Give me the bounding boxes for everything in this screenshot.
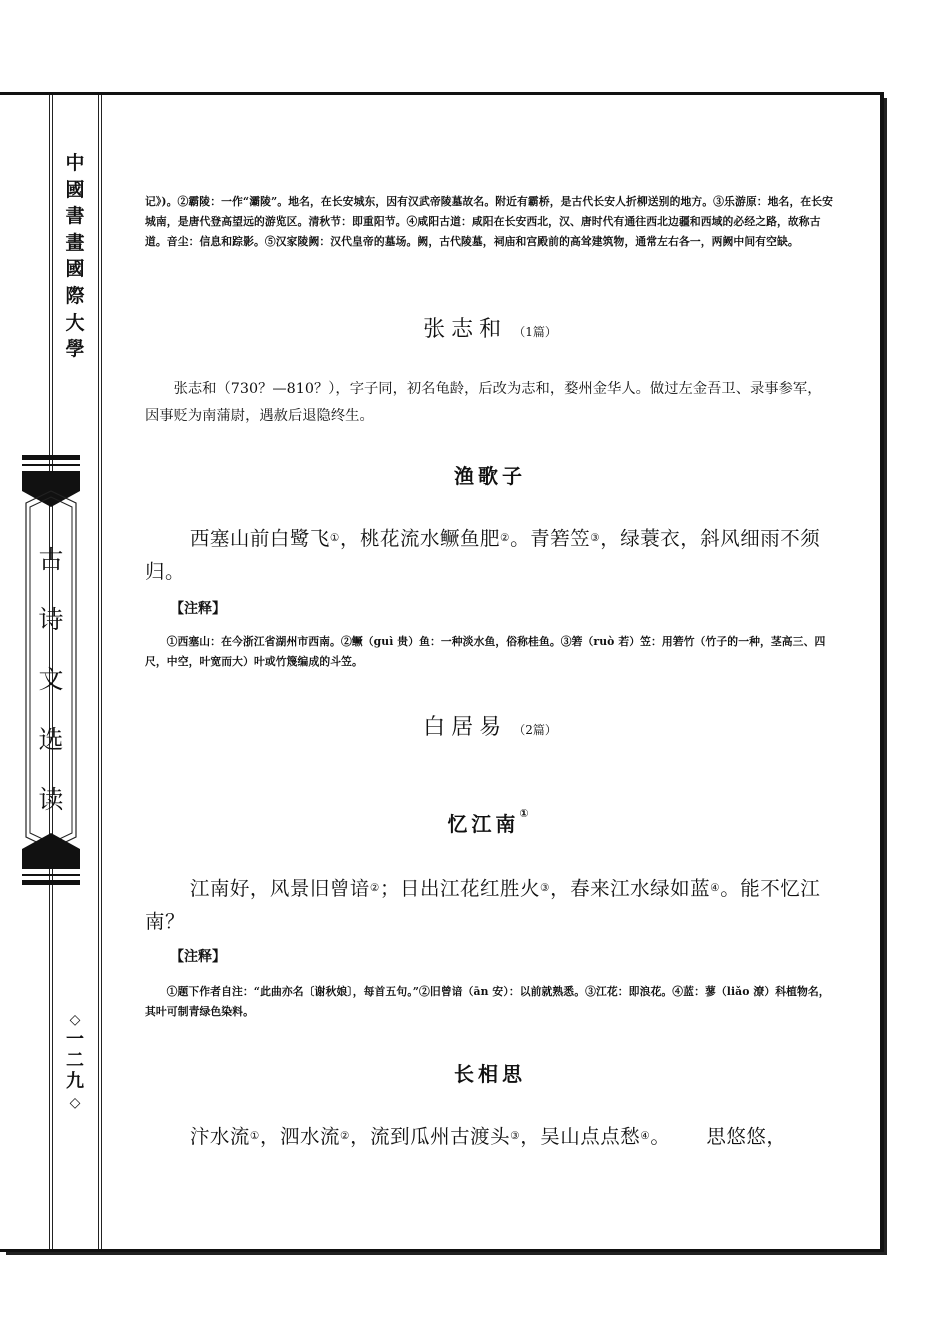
poem-notes: ①题下作者自注：“此曲亦名〔谢秋娘〕，每首五句。”②旧曾谙（ān 安）：以前就熟悉。③江花：即浪花。④蓝：蓼（liǎo 潦）科植物名，其叶可制青绿色染料。 [145,985,830,1018]
note-marker: ① [249,1128,260,1142]
page-number-char: 二 [66,1050,84,1071]
spine-char: 大 [65,311,85,334]
poem-segment: ，吴山点点愁 [520,1125,641,1148]
notes-label: 【注释】 [170,601,226,617]
poem-text [145,1120,835,1153]
page-number-char: 九 [66,1071,84,1092]
spine-border [98,95,99,1249]
note-marker: ① [329,530,340,544]
poet-heading [145,312,835,343]
diamond-icon: ◇ [69,1012,81,1028]
poem-segment: ；日出江花红胜火 [379,877,540,900]
spine-char: 诗 [38,605,64,634]
spine-char: 國 [65,258,85,281]
spine-char: 读 [38,785,64,814]
page-frame-shadow-right [884,98,887,1255]
poem-count: （1篇） [513,325,557,339]
note-marker: ③ [510,1128,521,1142]
page-frame-shadow-bottom [6,1252,887,1255]
note-marker: ③ [539,880,551,894]
spine-char: 國 [65,178,85,201]
poet-bio: 张志和（730？—810？），字子同，初名龟龄，后改为志和，婺州金华人。做过左金吾卫、录事参军，因事贬为南蒲尉，遇赦后退隐终生。 [145,381,822,424]
spine-char: 选 [38,725,64,754]
poem-text [145,522,835,588]
continued-notes: 记》)。②霸陵：一作“灞陵”。地名，在长安城东，因有汉武帝陵墓故名。附近有霸桥，是古代长安人折柳送别的地方。③乐游原：地名，在长安城南，是唐代登高望远的游览区。清秋节：即重阳节。④咸阳古道：咸阳在长安西北，汉、唐时代有通往西北边疆和西域的必经之路，故称古道。音尘：信息和踪影。⑤汉家陵阙：汉代皇帝的墓场。阙，古代陵墓，祠庙和宫殿前的高耸建筑物，通常左右各一，两阙中间有空缺。 [145,195,834,248]
spine-book-title [22,530,80,830]
note-marker: ④ [640,1128,651,1142]
poem-title: 长相思 [454,1062,526,1086]
spine-char: 中 [65,152,85,174]
poem-segment: ，绿蓑衣，斜风细雨不须归。 [145,527,821,583]
spine-char: 畫 [65,231,85,254]
poem-segment: ，流到瓜州古渡头 [350,1125,511,1148]
diamond-icon: ◇ [69,1095,81,1111]
spine-border [101,95,102,1249]
poet-heading [145,710,835,741]
poem-segment: ，春来江水绿如蓝 [550,877,711,900]
poet-name: 白居易 [423,715,508,740]
poem-segment: 西塞山前白鹭飞 [189,527,330,550]
poem-title [145,808,835,837]
poem-count: （2篇） [513,723,557,737]
note-marker: ① [519,806,533,820]
poem-segment: 江南好，风景旧曾谙 [189,877,370,900]
note-marker: ② [499,530,511,544]
poem-segment: 。 [650,1125,671,1148]
note-marker: ③ [590,530,601,544]
poem-segment: 。青箬笠 [510,527,591,550]
note-marker: ② [369,880,380,894]
page-frame-top [0,92,884,95]
poem-segment: ，泗水流 [259,1125,340,1148]
poem-segment: ，桃花流水鳜鱼肥 [339,527,500,550]
note-marker: ② [339,1128,351,1142]
spine-char: 書 [65,205,85,228]
notes-label: 【注释】 [170,949,226,965]
poem-title: 渔歌子 [454,464,526,488]
spine-char: 際 [65,284,85,307]
poem-notes: ①西塞山：在今浙江省湖州市西南。②鳜（guì 贵）鱼：一种淡水鱼，俗称桂鱼。③箬（ruò 若）笠：用箬竹（竹子的一种，茎高三、四尺，中空，叶宽而大）叶或竹篾编成的斗笠。 [145,635,826,668]
spine-char: 古 [38,545,64,574]
poem-text [145,872,835,938]
spine-char: 文 [38,665,64,694]
poem-segment: 。能不忆江南？ [145,877,821,933]
poem-segment: 汴水流 [189,1125,250,1148]
poem-segment: 思悠悠， [706,1125,787,1148]
spine-char: 學 [65,338,85,361]
spine-school-name [52,150,98,363]
poet-name: 张志和 [423,317,508,342]
page-number-char: 一 [66,1029,84,1050]
page-number [52,1010,98,1113]
poem-title-text: 忆江南 [447,812,520,836]
note-marker: ④ [710,880,721,894]
